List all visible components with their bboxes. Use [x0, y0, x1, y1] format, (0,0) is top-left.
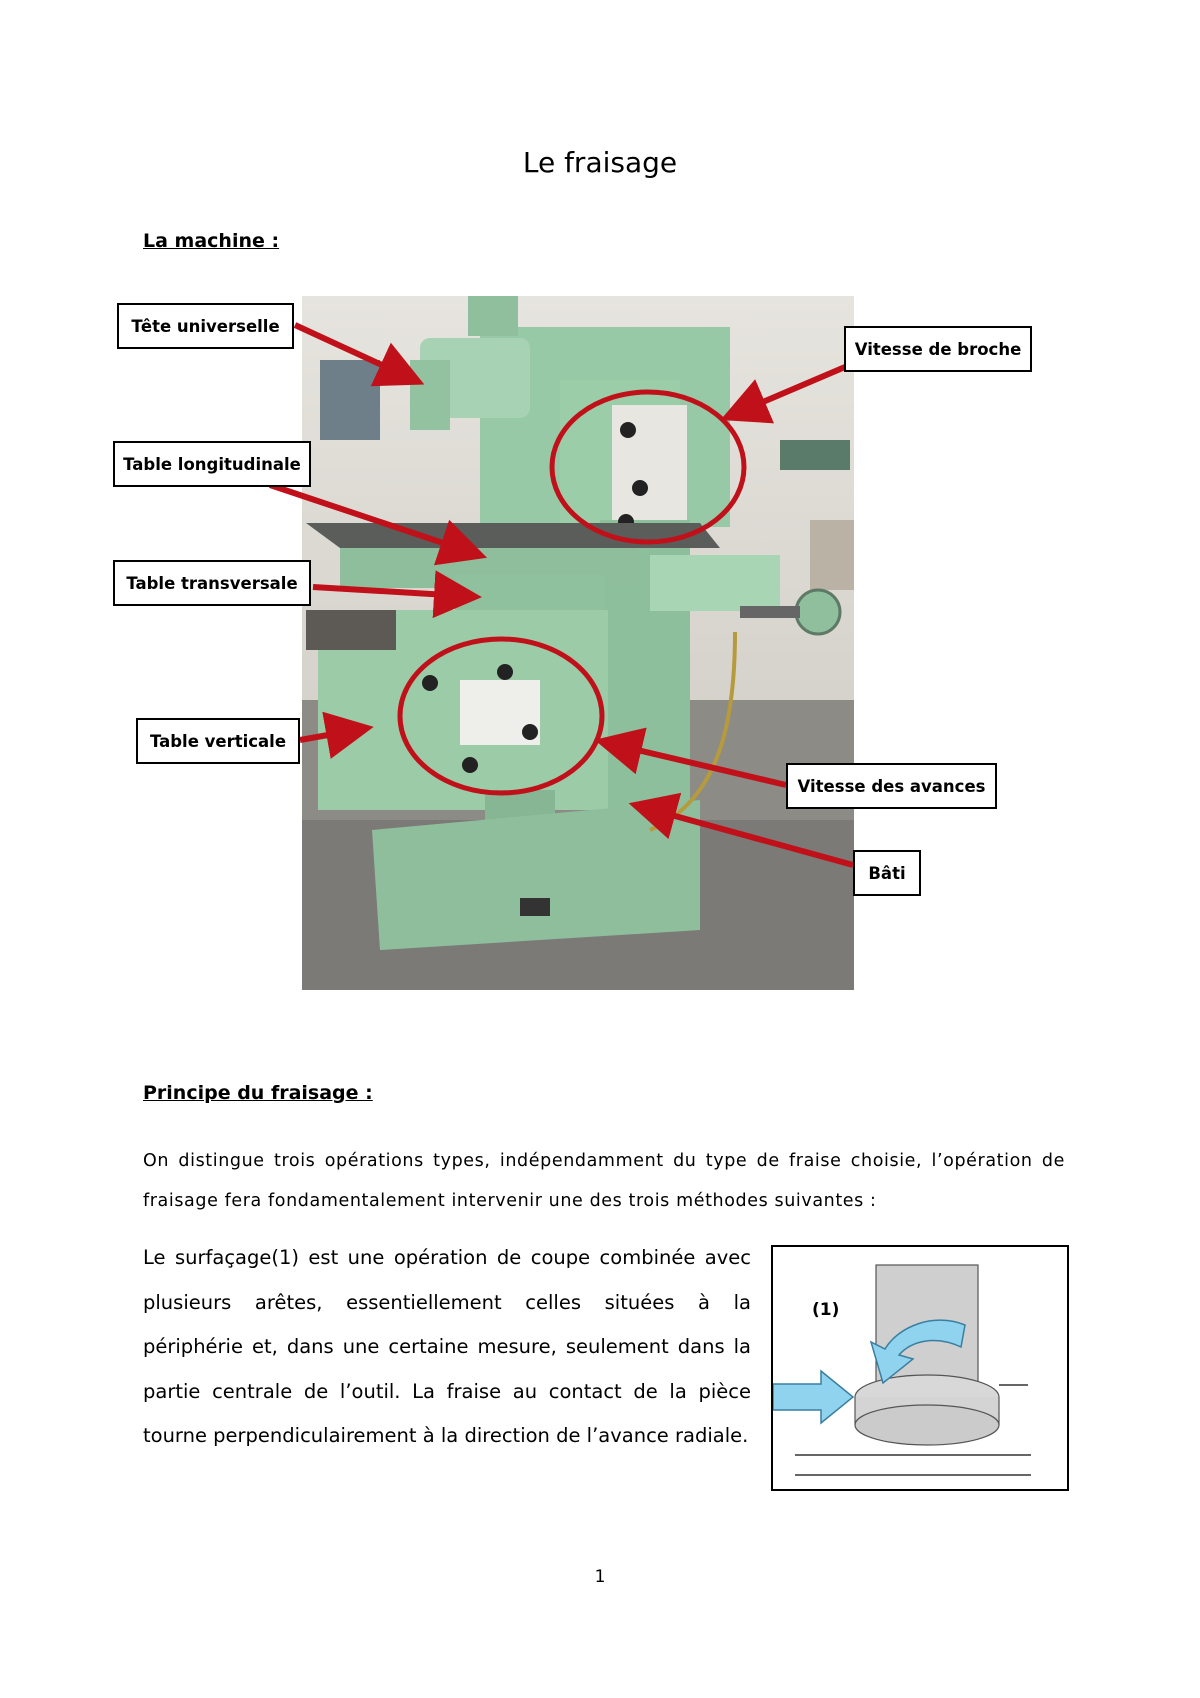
label-vitesse-avances: Vitesse des avances	[786, 763, 997, 809]
label-table-verticale: Table verticale	[136, 718, 300, 764]
label-tete-universelle: Tête universelle	[117, 303, 294, 349]
surfacage-figure	[771, 1245, 1069, 1491]
label-vitesse-broche: Vitesse de broche	[844, 326, 1032, 372]
label-table-transversale: Table transversale	[113, 560, 311, 606]
page-title: Le fraisage	[522, 146, 678, 179]
label-table-longitudinale: Table longitudinale	[113, 441, 311, 487]
section-heading-machine: La machine :	[143, 230, 280, 252]
figure-label: (1)	[812, 1300, 840, 1320]
surfacage-text: Le surfaçage(1) est une opération de coupe combinée avec plusieurs arêtes, essentiellement celles situées à la périphérie et, dans une certaine mesure, seulement dans la partie centrale de l’outil. La fraise au contact de la pièce tourne perpendiculairement à la direction de l’avance radiale.	[143, 1246, 751, 1447]
intro-text: On distingue trois opérations types, indépendamment du type de fraise choisie, l’opération de fraisage fera fondamentalement intervenir une des trois méthodes suivantes :	[143, 1151, 1065, 1211]
surfacage-paragraph	[143, 1236, 751, 1459]
label-bati: Bâti	[853, 850, 921, 896]
surfacage-diagram	[773, 1247, 1066, 1488]
intro-paragraph	[143, 1141, 1065, 1221]
section-heading-principle: Principe du fraisage :	[143, 1082, 373, 1104]
page-number: 1	[594, 1567, 606, 1587]
